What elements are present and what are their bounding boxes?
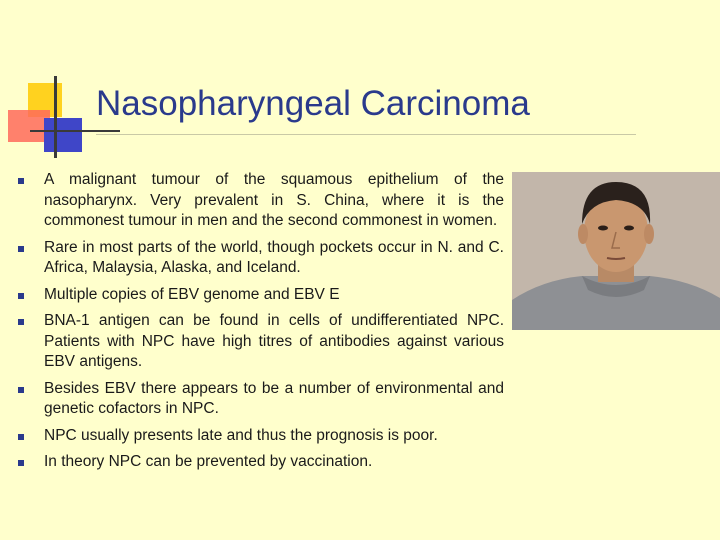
bullet-item: NPC usually presents late and thus the prognosis is poor.: [14, 426, 504, 447]
patient-photo: [512, 172, 720, 330]
logo-horizontal-bar: [30, 130, 120, 132]
bullet-icon: [18, 246, 24, 252]
bullet-item: BNA-1 antigen can be found in cells of undifferentiated NPC. Patients with NPC have high titres of antibodies against various EBV antigens.: [14, 311, 504, 373]
bullet-icon: [18, 319, 24, 325]
bullet-item: Besides EBV there appears to be a number of environmental and genetic cofactors in NPC.: [14, 379, 504, 420]
slide-title: Nasopharyngeal Carcinoma: [96, 84, 530, 123]
bullet-list: [14, 170, 504, 479]
bullet-icon: [18, 434, 24, 440]
bullet-item: A malignant tumour of the squamous epithelium of the nasopharynx. Very prevalent in S. China, where it is the commonest tumour in men and the second commonest in women.: [14, 170, 504, 232]
bullet-icon: [18, 387, 24, 393]
logo-blue-square: [44, 118, 82, 152]
bullet-icon: [18, 460, 24, 466]
title-divider: [96, 134, 636, 135]
patient-photo-illustration: [512, 172, 720, 330]
bullet-item: In theory NPC can be prevented by vaccination.: [14, 452, 504, 473]
bullet-item: Multiple copies of EBV genome and EBV E: [14, 285, 504, 306]
bullet-icon: [18, 178, 24, 184]
bullet-icon: [18, 293, 24, 299]
bullet-item: Rare in most parts of the world, though pockets occur in N. and C. Africa, Malaysia, Alaska, and Iceland.: [14, 238, 504, 279]
logo-vertical-bar: [54, 76, 57, 158]
